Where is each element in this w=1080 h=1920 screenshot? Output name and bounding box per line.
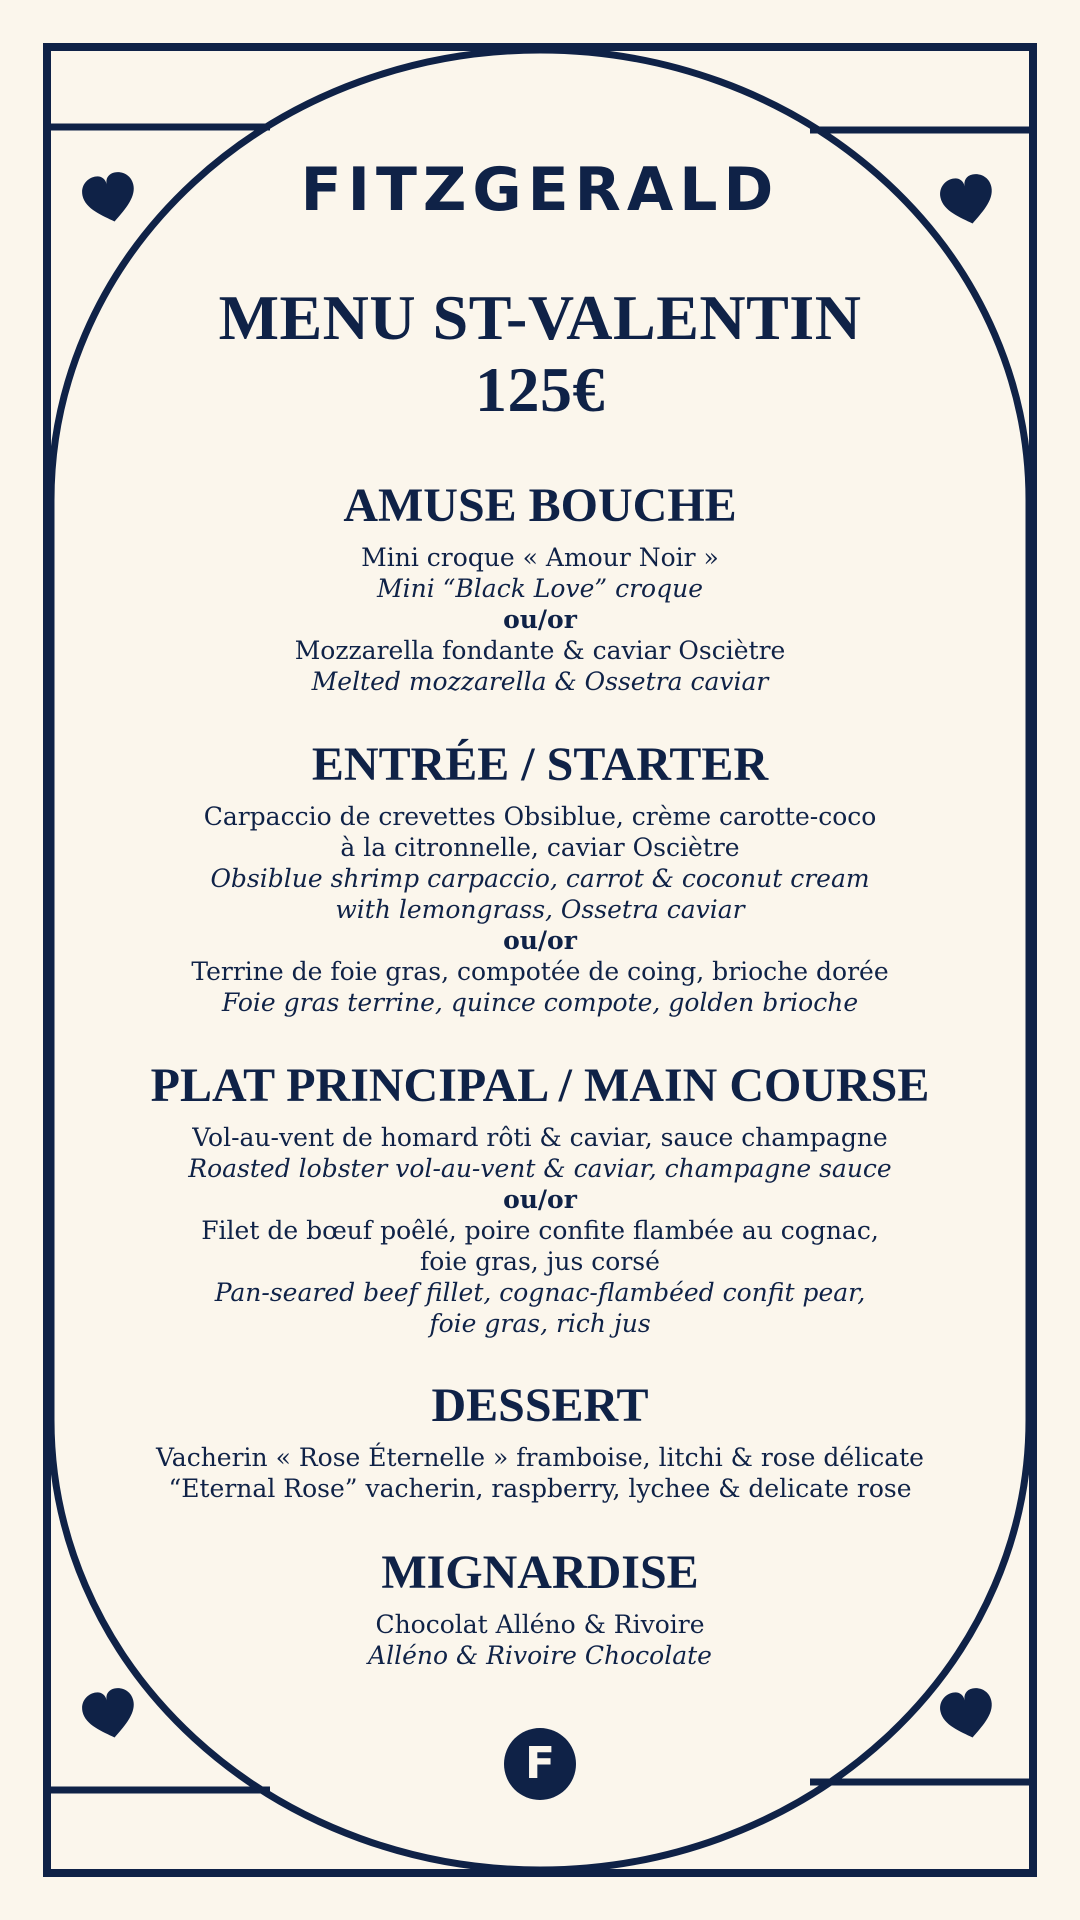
menu-line: foie gras, rich jus (429, 1309, 651, 1338)
brand-logo: FITZGERALD (300, 155, 780, 225)
section-main-course (0, 1058, 1080, 1339)
section-amuse-bouche (0, 478, 1080, 697)
menu-title (0, 282, 1080, 426)
menu-line: Melted mozzarella & Ossetra caviar (311, 667, 769, 696)
menu-line: Vol-au-vent de homard rôti & caviar, sauce champagne (192, 1123, 888, 1152)
menu-line: Roasted lobster vol-au-vent & caviar, champagne sauce (188, 1154, 892, 1183)
menu-price: 125€ (475, 354, 605, 425)
menu-line: Mini “Black Love” croque (377, 574, 703, 603)
menu-line: Alléno & Rivoire Chocolate (368, 1641, 712, 1670)
section-heading: PLAT PRINCIPAL / MAIN COURSE (150, 1059, 930, 1112)
menu-line: Mozzarella fondante & caviar Osciètre (294, 636, 786, 665)
menu-line: Terrine de foie gras, compotée de coing, brioche dorée (191, 957, 889, 986)
menu-title-text: MENU ST-VALENTIN (218, 282, 862, 353)
section-heading: AMUSE BOUCHE (343, 479, 737, 532)
menu-line-or: ou/or (503, 1185, 577, 1214)
menu-line-or: ou/or (503, 926, 577, 955)
menu-line: Filet de bœuf poêlé, poire confite flambée au cognac, (201, 1216, 879, 1245)
menu-line: foie gras, jus corsé (420, 1247, 660, 1276)
menu-line-or: ou/or (503, 605, 577, 634)
menu-line: Carpaccio de crevettes Obsiblue, crème carotte-coco (203, 802, 877, 831)
f-monogram-logo: F (504, 1728, 576, 1800)
menu-line: Mini croque « Amour Noir » (361, 543, 719, 572)
section-heading: DESSERT (431, 1379, 649, 1432)
menu-line: à la citronnelle, caviar Osciètre (340, 833, 740, 862)
section-heading: ENTRÉE / STARTER (311, 738, 769, 791)
section-heading: MIGNARDISE (381, 1546, 699, 1599)
section-mignardise (0, 1545, 1080, 1671)
section-starter (0, 737, 1080, 1018)
section-dessert (0, 1378, 1080, 1504)
menu-line: Obsiblue shrimp carpaccio, carrot & coconut cream (210, 864, 870, 893)
menu-line: Chocolat Alléno & Rivoire (375, 1610, 705, 1639)
menu-line: Vacherin « Rose Éternelle » framboise, litchi & rose délicate (156, 1443, 924, 1472)
menu-line: “Eternal Rose” vacherin, raspberry, lychee & delicate rose (168, 1474, 912, 1503)
menu-line: Foie gras terrine, quince compote, golden brioche (221, 988, 859, 1017)
menu-line: Pan-seared beef fillet, cognac-flambéed confit pear, (214, 1278, 866, 1307)
menu-line: with lemongrass, Ossetra caviar (335, 895, 745, 924)
